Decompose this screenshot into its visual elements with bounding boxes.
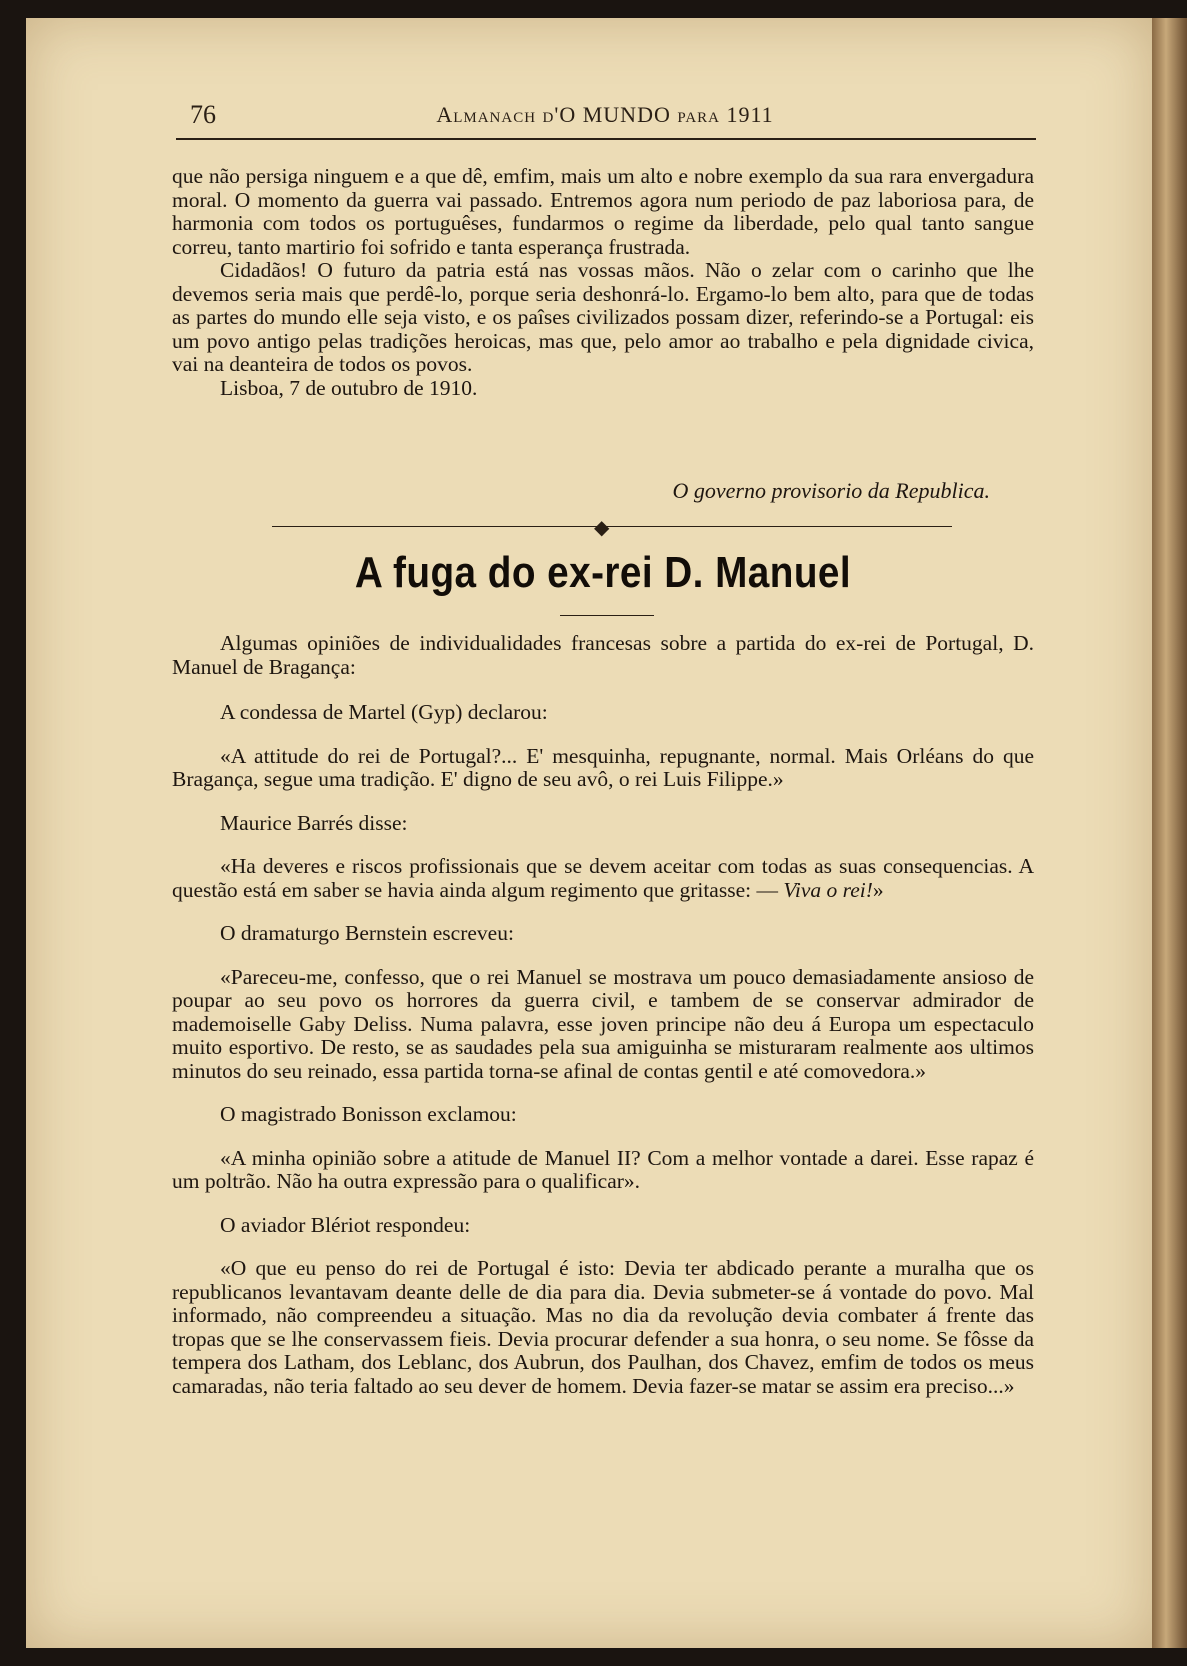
barres-quote-italic: Viva o rei! — [783, 877, 873, 902]
bleriot-quote: «O que eu penso do rei de Portugal é isto: Devia ter abdicado perante a muralha que os republicanos levantavam deante delle de dia para dia. Devia submeter-se á vontade do povo. Mal informado, não compreendeu a situação. Mas no dia da revolução devia combater á frente das tropas que se lhe conservassem fieis. Devia procurar defender a sua honra, o seu nome. Se fôsse da tempera dos Latham, dos Leblanc, dos Aubrun, dos Paulhan, dos Chavez, emfim de todos os meus camaradas, não teria faltado ao seu dever de homem. Devia fazer-se matar se assim era preciso...» — [172, 1256, 1034, 1398]
barres-quote-text: «Ha deveres e riscos profissionais que se devem aceitar com todas as suas consequencias. A questão está em saber se havia ainda algum regimento que gritasse: — — [172, 854, 1034, 902]
running-title: Almanach d'O MUNDO para 1911 — [436, 102, 774, 127]
page-edge — [1152, 18, 1187, 1648]
signature: O governo provisorio da Republica. — [672, 478, 990, 503]
intro-paragraph-2: Cidadãos! O futuro da patria está nas vossas mãos. Não o zelar com o carinho que lhe devemos seria mais que perdê-lo, porque seria deshonrá-lo. Ergamo-lo bem alto, para que de todas as partes do mundo elle seja visto, e os paîses civilizados possam dizer, referindo-se a Portugal: eis um povo antigo pelas tradições heroicas, mas que, pelo amor ao trabalho e pela dignidade civica, vai na deanteira de todos os povos. — [172, 258, 1034, 376]
barres-quote — [172, 855, 1034, 902]
barres-quote-end: » — [872, 877, 884, 902]
page-number: 76 — [190, 100, 216, 129]
bonisson-intro: O magistrado Bonisson exclamou: — [220, 1102, 517, 1126]
ornamental-rule — [272, 526, 952, 531]
title-rule — [560, 615, 654, 616]
bleriot-intro: O aviador Blériot respondeu: — [220, 1212, 471, 1237]
intro-date: Lisboa, 7 de outubro de 1910. — [220, 375, 478, 400]
article-lead: Algumas opiniões de individualidades francesas sobre a partida do ex-rei de Portugal, D. Manuel de Bragança: — [172, 631, 1034, 679]
bernstein-intro: O dramaturgo Bernstein escreveu: — [220, 921, 514, 945]
bernstein-quote: «Pareceu-me, confesso, que o rei Manuel se mostrava um pouco demasiadamente ansioso de poupar ao seu povo os horrores da guerra civil, e tambem de se conservar admirador de mademoiselle Gaby Deliss. Numa palavra, esse joven principe não deu á Europa um espectaculo muito esportivo. De resto, se as saudades pela sua amiguinha se misturaram realmente aos ultimos minutos do seu reinado, essa partida torna-se afinal de contas gentil e até comovedora.» — [172, 964, 1034, 1083]
gyp-quote: «A attitude do rei de Portugal?... E' mesquinha, repugnante, normal. Mais Orléans do que Bragança, segue uma tradição. E' digno de seu avô, o rei Luis Filippe.» — [172, 743, 1034, 791]
barres-intro: Maurice Barrés disse: — [220, 810, 408, 835]
page-header — [175, 100, 1035, 138]
gyp-intro: A condessa de Martel (Gyp) declarou: — [220, 700, 548, 724]
intro-text — [172, 165, 1034, 400]
article-body — [172, 632, 1034, 1398]
header-rule — [176, 138, 1036, 140]
intro-paragraph-1: que não persiga ninguem e a que dê, emfim, mais um alto e nobre exemplo da sua rara envergadura moral. O momento da guerra vai passado. Entremos agora num periodo de paz laboriosa para, de harmonia com todos os portuguêses, fundarmos o regime da liberdade, pelo qual tanto sangue correu, tanto martirio foi sofrido e tanta esperança frustrada. — [172, 164, 1034, 259]
diamond-ornament-icon: ◆ — [594, 517, 610, 539]
article-title: A fuga do ex-rei D. Manuel — [354, 548, 852, 597]
bonisson-quote: «A minha opinião sobre a atitude de Manuel II? Com a melhor vontade a darei. Esse rapaz é um poltrão. Não ha outra expressão para o qualificar». — [172, 1145, 1034, 1193]
